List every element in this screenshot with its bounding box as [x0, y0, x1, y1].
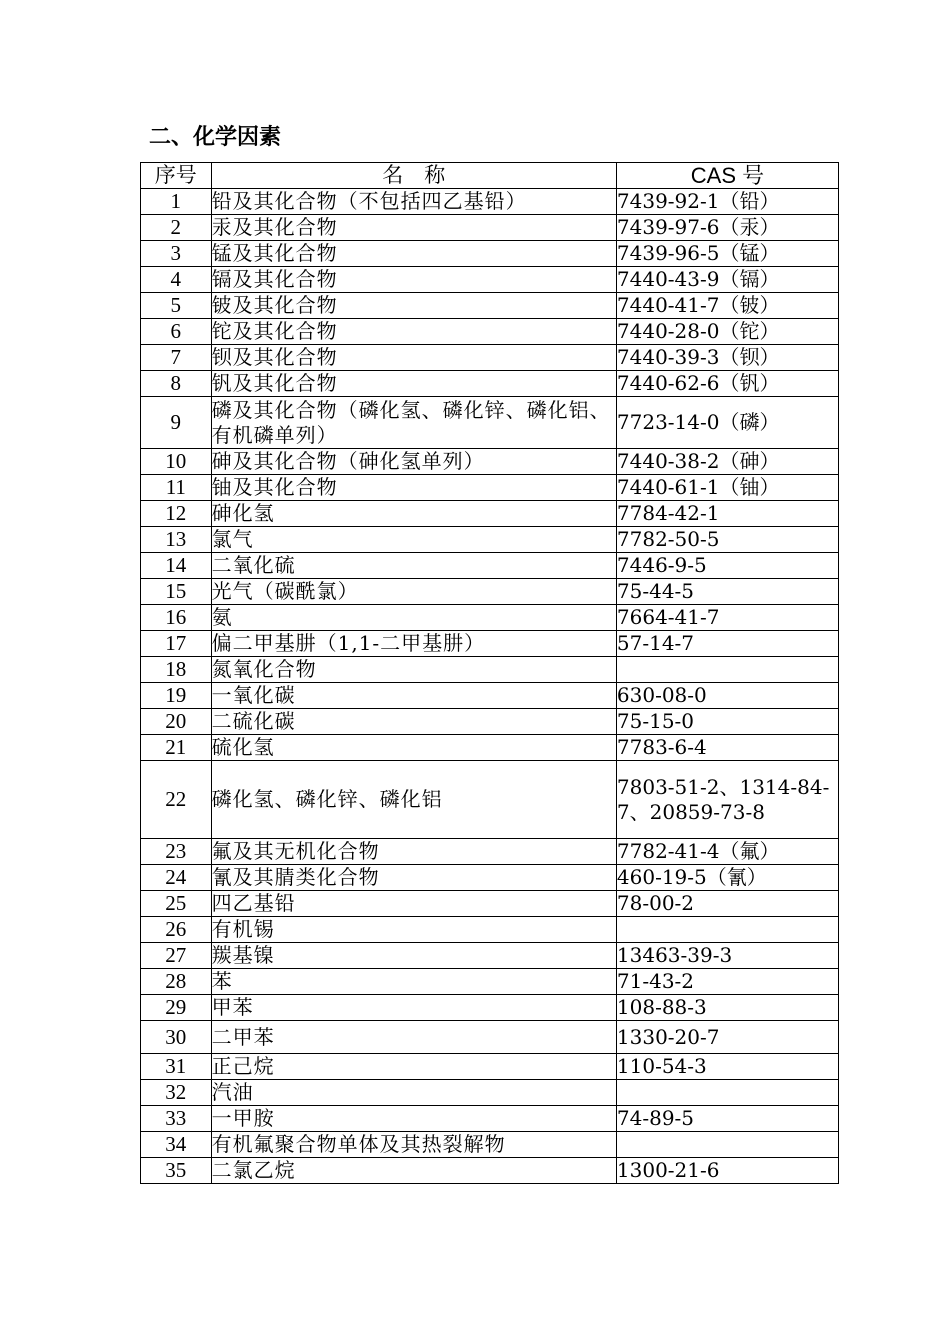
chemical-name-cell: 磷化氢、磷化锌、磷化铝: [211, 761, 616, 839]
serial-number-cell: 3: [141, 241, 212, 267]
chemical-name-cell: 光气（碳酰氯）: [211, 579, 616, 605]
serial-number-cell: 22: [141, 761, 212, 839]
table-row: [141, 1054, 839, 1080]
serial-number-cell: 18: [141, 657, 212, 683]
chemical-name-cell: 二甲苯: [211, 1021, 616, 1054]
chemical-name-cell: 砷及其化合物（砷化氢单列）: [211, 449, 616, 475]
header-cas-number: CAS 号: [616, 163, 838, 189]
cas-number-cell: 7440-62-6（钒）: [616, 371, 838, 397]
table-row: [141, 839, 839, 865]
serial-number-cell: 14: [141, 553, 212, 579]
table-row: [141, 397, 839, 449]
serial-number-cell: 17: [141, 631, 212, 657]
cas-number-cell: 7784-42-1: [616, 501, 838, 527]
chemical-name-cell: 甲苯: [211, 995, 616, 1021]
header-serial-number: 序号: [141, 163, 212, 189]
cas-number-cell: 7783-6-4: [616, 735, 838, 761]
cas-number-cell: [616, 1080, 838, 1106]
cas-number-cell: 7440-39-3（钡）: [616, 345, 838, 371]
header-name: 名 称: [211, 163, 616, 189]
table-row: [141, 475, 839, 501]
table-row: [141, 319, 839, 345]
table-row: [141, 1158, 839, 1184]
chemical-name-cell: 汞及其化合物: [211, 215, 616, 241]
serial-number-cell: 16: [141, 605, 212, 631]
chemical-name-cell: 二硫化碳: [211, 709, 616, 735]
table-row: [141, 1021, 839, 1054]
serial-number-cell: 1: [141, 189, 212, 215]
cas-number-cell: 1330-20-7: [616, 1021, 838, 1054]
cas-number-cell: 74-89-5: [616, 1106, 838, 1132]
table-row: [141, 605, 839, 631]
table-row: [141, 631, 839, 657]
chemical-name-cell: 钒及其化合物: [211, 371, 616, 397]
table-row: [141, 683, 839, 709]
serial-number-cell: 15: [141, 579, 212, 605]
serial-number-cell: 27: [141, 943, 212, 969]
chemical-name-cell: 铍及其化合物: [211, 293, 616, 319]
table-row: [141, 735, 839, 761]
cas-number-cell: 7440-38-2（砷）: [616, 449, 838, 475]
cas-number-cell: 110-54-3: [616, 1054, 838, 1080]
chemical-name-cell: 氮氧化合物: [211, 657, 616, 683]
cas-number-cell: 7440-43-9（镉）: [616, 267, 838, 293]
cas-number-cell: [616, 657, 838, 683]
cas-number-cell: 7723-14-0（磷）: [616, 397, 838, 449]
serial-number-cell: 26: [141, 917, 212, 943]
chemical-name-cell: 砷化氢: [211, 501, 616, 527]
serial-number-cell: 8: [141, 371, 212, 397]
chemical-name-cell: 硫化氢: [211, 735, 616, 761]
cas-number-cell: 13463-39-3: [616, 943, 838, 969]
cas-number-cell: 108-88-3: [616, 995, 838, 1021]
chemical-factors-table: [140, 162, 839, 1184]
table-row: [141, 709, 839, 735]
serial-number-cell: 33: [141, 1106, 212, 1132]
chemical-name-cell: 正己烷: [211, 1054, 616, 1080]
cas-number-cell: [616, 917, 838, 943]
serial-number-cell: 25: [141, 891, 212, 917]
cas-number-cell: 7782-50-5: [616, 527, 838, 553]
serial-number-cell: 32: [141, 1080, 212, 1106]
serial-number-cell: 5: [141, 293, 212, 319]
serial-number-cell: 31: [141, 1054, 212, 1080]
serial-number-cell: 13: [141, 527, 212, 553]
cas-number-cell: 7440-61-1（铀）: [616, 475, 838, 501]
table-row: [141, 943, 839, 969]
chemical-name-cell: 铅及其化合物（不包括四乙基铅）: [211, 189, 616, 215]
table-row: [141, 293, 839, 319]
chemical-name-cell: 磷及其化合物（磷化氢、磷化锌、磷化铝、有机磷单列）: [211, 397, 616, 449]
table-row: [141, 1132, 839, 1158]
table-row: [141, 189, 839, 215]
serial-number-cell: 30: [141, 1021, 212, 1054]
chemical-name-cell: 锰及其化合物: [211, 241, 616, 267]
chemical-name-cell: 羰基镍: [211, 943, 616, 969]
cas-number-cell: 7439-96-5（锰）: [616, 241, 838, 267]
serial-number-cell: 4: [141, 267, 212, 293]
table-row: [141, 865, 839, 891]
chemical-name-cell: 氯气: [211, 527, 616, 553]
cas-number-cell: 7803-51-2、1314-84-7、20859-73-8: [616, 761, 838, 839]
serial-number-cell: 29: [141, 995, 212, 1021]
table-row: [141, 345, 839, 371]
table-row: [141, 657, 839, 683]
chemical-name-cell: 四乙基铅: [211, 891, 616, 917]
chemical-name-cell: 苯: [211, 969, 616, 995]
serial-number-cell: 21: [141, 735, 212, 761]
table-row: [141, 1080, 839, 1106]
chemical-name-cell: 氨: [211, 605, 616, 631]
serial-number-cell: 6: [141, 319, 212, 345]
table-row: [141, 215, 839, 241]
serial-number-cell: 7: [141, 345, 212, 371]
table-row: [141, 267, 839, 293]
table-row: [141, 995, 839, 1021]
cas-number-cell: 630-08-0: [616, 683, 838, 709]
section-title: 二、化学因素: [149, 125, 282, 150]
cas-number-cell: 7439-97-6（汞）: [616, 215, 838, 241]
cas-number-cell: 7440-41-7（铍）: [616, 293, 838, 319]
cas-number-cell: 75-44-5: [616, 579, 838, 605]
cas-number-cell: [616, 1132, 838, 1158]
cas-number-cell: 7440-28-0（铊）: [616, 319, 838, 345]
chemical-name-cell: 氰及其腈类化合物: [211, 865, 616, 891]
table-row: [141, 969, 839, 995]
chemical-name-cell: 偏二甲基肼（1,1-二甲基肼）: [211, 631, 616, 657]
serial-number-cell: 11: [141, 475, 212, 501]
cas-number-cell: 7664-41-7: [616, 605, 838, 631]
chemical-name-cell: 镉及其化合物: [211, 267, 616, 293]
serial-number-cell: 28: [141, 969, 212, 995]
serial-number-cell: 2: [141, 215, 212, 241]
table-body: [141, 189, 839, 1184]
chemical-name-cell: 一氧化碳: [211, 683, 616, 709]
chemical-name-cell: 一甲胺: [211, 1106, 616, 1132]
serial-number-cell: 23: [141, 839, 212, 865]
chemical-name-cell: 二氧化硫: [211, 553, 616, 579]
serial-number-cell: 19: [141, 683, 212, 709]
cas-number-cell: 460-19-5（氰）: [616, 865, 838, 891]
chemical-name-cell: 铀及其化合物: [211, 475, 616, 501]
serial-number-cell: 24: [141, 865, 212, 891]
cas-number-cell: 57-14-7: [616, 631, 838, 657]
table-row: [141, 371, 839, 397]
serial-number-cell: 10: [141, 449, 212, 475]
cas-number-cell: 71-43-2: [616, 969, 838, 995]
table-row: [141, 241, 839, 267]
serial-number-cell: 20: [141, 709, 212, 735]
table-row: [141, 1106, 839, 1132]
serial-number-cell: 12: [141, 501, 212, 527]
chemical-name-cell: 有机锡: [211, 917, 616, 943]
table-row: [141, 553, 839, 579]
cas-number-cell: 7439-92-1（铅）: [616, 189, 838, 215]
table-row: [141, 917, 839, 943]
cas-number-cell: 7446-9-5: [616, 553, 838, 579]
table-row: [141, 579, 839, 605]
serial-number-cell: 35: [141, 1158, 212, 1184]
serial-number-cell: 9: [141, 397, 212, 449]
cas-number-cell: 7782-41-4（氟）: [616, 839, 838, 865]
table-row: [141, 891, 839, 917]
table-row: [141, 527, 839, 553]
chemical-name-cell: 汽油: [211, 1080, 616, 1106]
table-row: [141, 449, 839, 475]
serial-number-cell: 34: [141, 1132, 212, 1158]
cas-number-cell: 75-15-0: [616, 709, 838, 735]
chemical-name-cell: 铊及其化合物: [211, 319, 616, 345]
chemical-name-cell: 氟及其无机化合物: [211, 839, 616, 865]
cas-number-cell: 1300-21-6: [616, 1158, 838, 1184]
table-header-row: [141, 163, 839, 189]
table-row: [141, 501, 839, 527]
chemical-name-cell: 有机氟聚合物单体及其热裂解物: [211, 1132, 616, 1158]
chemical-name-cell: 二氯乙烷: [211, 1158, 616, 1184]
cas-number-cell: 78-00-2: [616, 891, 838, 917]
chemical-name-cell: 钡及其化合物: [211, 345, 616, 371]
table-row: [141, 761, 839, 839]
